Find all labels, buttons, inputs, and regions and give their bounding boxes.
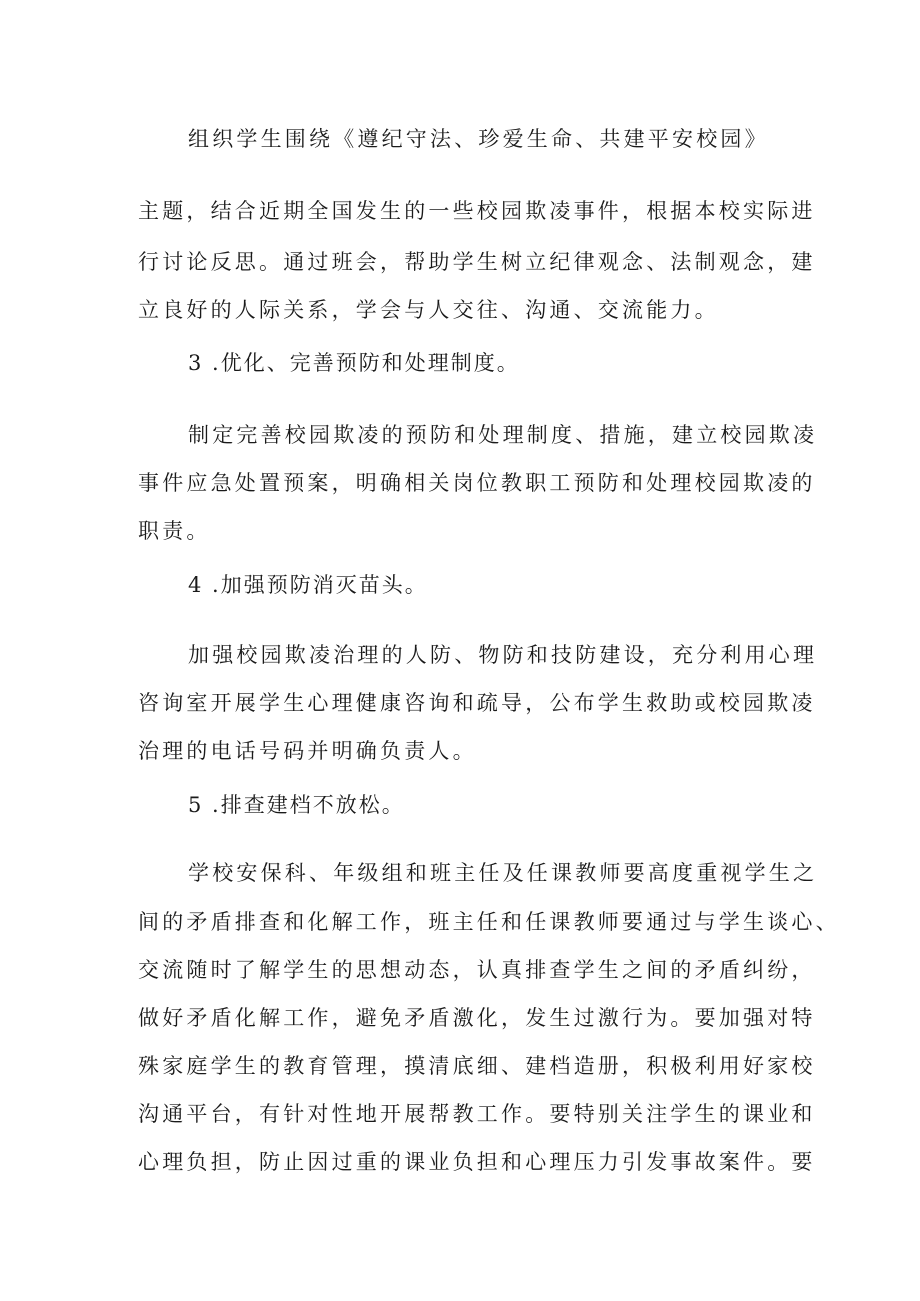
section-heading-3: 3 .优化、完善预防和处理制度。 bbox=[188, 351, 520, 375]
paragraph-line: 职责。 bbox=[138, 519, 211, 543]
paragraph-line: 沟通平台，有针对性地开展帮教工作。要特别关注学生的课业和 bbox=[138, 1102, 816, 1126]
section-heading-5: 5 .排查建档不放松。 bbox=[188, 793, 405, 817]
paragraph-line: 治理的电话号码并明确负责人。 bbox=[138, 739, 477, 763]
paragraph-line: 间的矛盾排查和化解工作，班主任和任课教师要通过与学生谈心、 bbox=[138, 910, 840, 934]
paragraph-line: 咨询室开展学生心理健康咨询和疏导，公布学生救助或校园欺凌 bbox=[138, 691, 816, 715]
paragraph-line: 主题，结合近期全国发生的一些校园欺凌事件，根据本校实际进 bbox=[138, 199, 816, 223]
paragraph-line: 加强校园欺凌治理的人防、物防和技防建设，充分利用心理 bbox=[188, 643, 818, 667]
paragraph-line: 学校安保科、年级组和班主任及任课教师要高度重视学生之 bbox=[188, 861, 818, 885]
paragraph-line: 做好矛盾化解工作，避免矛盾激化，发生过激行为。要加强对特 bbox=[138, 1006, 816, 1030]
paragraph-line: 事件应急处置预案，明确相关岗位教职工预防和处理校园欺凌的 bbox=[138, 471, 816, 495]
paragraph-line: 立良好的人际关系，学会与人交往、沟通、交流能力。 bbox=[138, 298, 719, 322]
paragraph-line: 制定完善校园欺凌的预防和处理制度、措施，建立校园欺凌 bbox=[188, 423, 818, 447]
paragraph-line: 行讨论反思。通过班会，帮助学生树立纪律观念、法制观念，建 bbox=[138, 250, 816, 274]
paragraph-line: 心理负担，防止因过重的课业负担和心理压力引发事故案件。要 bbox=[138, 1150, 816, 1174]
section-heading-4: 4 .加强预防消灭苗头。 bbox=[188, 573, 428, 597]
paragraph-line: 交流随时了解学生的思想动态，认真排查学生之间的矛盾纠纷， bbox=[138, 958, 816, 982]
paragraph-line: 组织学生围绕《遵纪守法、珍爱生命、共建平安校园》 bbox=[188, 127, 769, 151]
paragraph-line: 殊家庭学生的教育管理，摸清底细、建档造册，积极利用好家校 bbox=[138, 1054, 816, 1078]
